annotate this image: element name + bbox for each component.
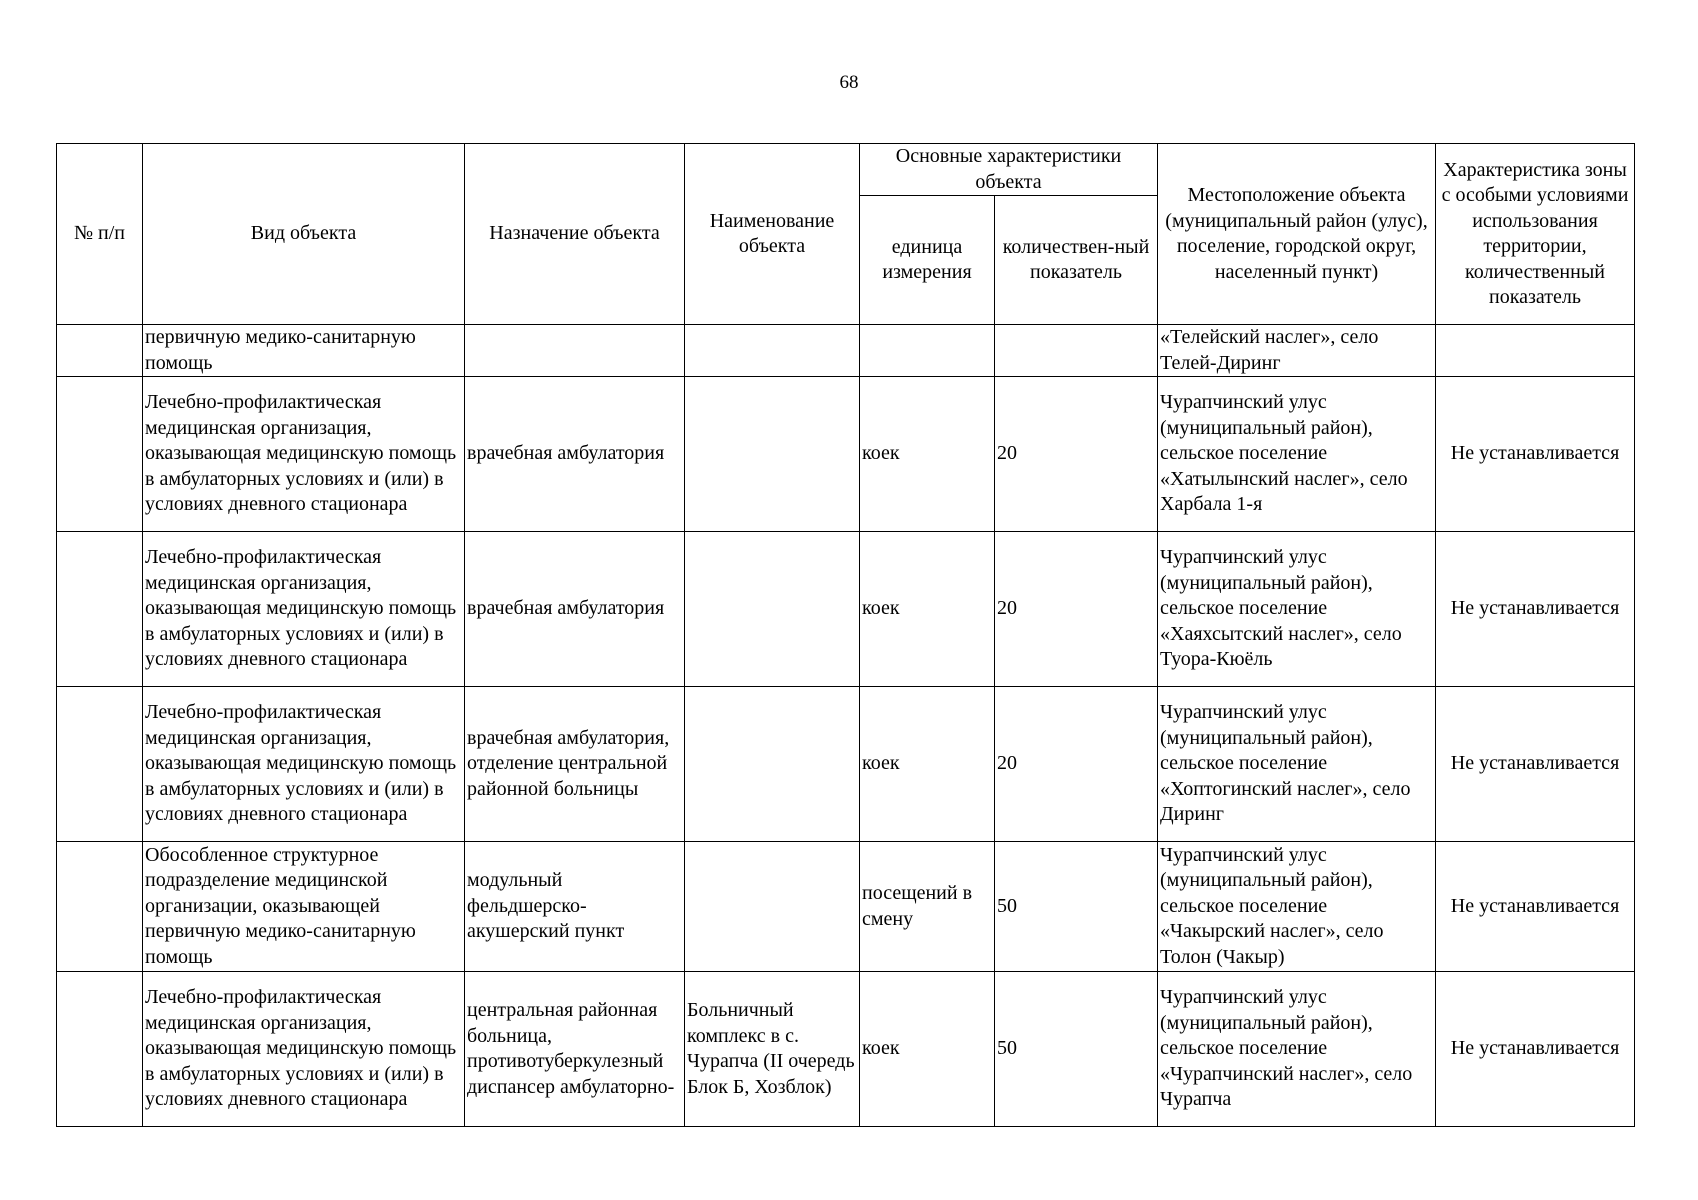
cell-location: Чурапчинский улус (муниципальный район), сельское поселение «Хатылынский наслег», село Харбала 1-я [1158, 377, 1436, 532]
cell-object-purpose: модульный фельдшерско-акушерский пункт [465, 842, 685, 972]
cell-unit: посещений в смену [860, 842, 995, 972]
table-row [57, 687, 1635, 842]
table-row [57, 842, 1635, 972]
cell-object-name [685, 687, 860, 842]
cell-object-name [685, 325, 860, 377]
header-num: № п/п [57, 144, 143, 325]
objects-table [56, 143, 1635, 1127]
cell-object-name [685, 532, 860, 687]
cell-unit: коек [860, 377, 995, 532]
cell-unit: коек [860, 532, 995, 687]
header-unit: единица измерения [860, 196, 995, 325]
table-row [57, 532, 1635, 687]
cell-location: Чурапчинский улус (муниципальный район), сельское поселение «Хаяхсытский наслег», село Туора-Кюёль [1158, 532, 1436, 687]
cell-location: «Телейский наслег», село Телей-Диринг [1158, 325, 1436, 377]
cell-object-purpose [465, 325, 685, 377]
cell-num [57, 377, 143, 532]
cell-object-purpose: врачебная амбулатория [465, 532, 685, 687]
table-row [57, 325, 1635, 377]
header-object-type: Вид объекта [143, 144, 465, 325]
header-quantity: количествен-ный показатель [995, 196, 1158, 325]
cell-quantity: 20 [995, 532, 1158, 687]
cell-object-purpose: центральная районная больница, противотуберкулезный диспансер амбулаторно- [465, 972, 685, 1127]
page-number: 68 [839, 72, 859, 93]
cell-num [57, 842, 143, 972]
cell-quantity: 20 [995, 687, 1158, 842]
cell-zone [1436, 325, 1635, 377]
header-zone: Характеристика зоны с особыми условиями использования территории, количественный показатель [1436, 144, 1635, 325]
cell-location: Чурапчинский улус (муниципальный район), сельское поселение «Чакырский наслег», село Толон (Чакыр) [1158, 842, 1436, 972]
cell-object-name: Больничный комплекс в с. Чурапча (II очередь Блок Б, Хозблок) [685, 972, 860, 1127]
cell-object-type: Обособленное структурное подразделение медицинской организации, оказывающей первичную медико-санитарную помощь [143, 842, 465, 972]
header-object-name: Наименование объекта [685, 144, 860, 325]
cell-object-name [685, 377, 860, 532]
cell-quantity: 50 [995, 842, 1158, 972]
cell-object-type: Лечебно-профилактическая медицинская организация, оказывающая медицинскую помощь в амбулаторных условиях и (или) в условиях дневного стационара [143, 532, 465, 687]
cell-unit: коек [860, 972, 995, 1127]
cell-object-type: Лечебно-профилактическая медицинская организация, оказывающая медицинскую помощь в амбулаторных условиях и (или) в условиях дневного стационара [143, 377, 465, 532]
cell-object-type: Лечебно-профилактическая медицинская организация, оказывающая медицинскую помощь в амбулаторных условиях и (или) в условиях дневного стационара [143, 972, 465, 1127]
cell-object-type: первичную медико-санитарную помощь [143, 325, 465, 377]
cell-quantity [995, 325, 1158, 377]
table-row [57, 972, 1635, 1127]
header-location: Местоположение объекта (муниципальный район (улус), поселение, городской округ, населенный пункт) [1158, 144, 1436, 325]
cell-object-name [685, 842, 860, 972]
table-row [57, 377, 1635, 532]
cell-zone: Не устанавливается [1436, 687, 1635, 842]
cell-num [57, 687, 143, 842]
cell-object-type: Лечебно-профилактическая медицинская организация, оказывающая медицинскую помощь в амбулаторных условиях и (или) в условиях дневного стационара [143, 687, 465, 842]
cell-location: Чурапчинский улус (муниципальный район), сельское поселение «Чурапчинский наслег», село Чурапча [1158, 972, 1436, 1127]
header-object-purpose: Назначение объекта [465, 144, 685, 325]
cell-zone: Не устанавливается [1436, 972, 1635, 1127]
cell-unit [860, 325, 995, 377]
cell-num [57, 325, 143, 377]
cell-quantity: 20 [995, 377, 1158, 532]
cell-zone: Не устанавливается [1436, 377, 1635, 532]
cell-object-purpose: врачебная амбулатория, отделение центральной районной больницы [465, 687, 685, 842]
cell-object-purpose: врачебная амбулатория [465, 377, 685, 532]
cell-location: Чурапчинский улус (муниципальный район), сельское поселение «Хоптогинский наслег», село Диринг [1158, 687, 1436, 842]
cell-zone: Не устанавливается [1436, 532, 1635, 687]
cell-zone: Не устанавливается [1436, 842, 1635, 972]
cell-num [57, 972, 143, 1127]
cell-unit: коек [860, 687, 995, 842]
cell-num [57, 532, 143, 687]
cell-quantity: 50 [995, 972, 1158, 1127]
header-main-characteristics: Основные характеристики объекта [860, 144, 1158, 196]
